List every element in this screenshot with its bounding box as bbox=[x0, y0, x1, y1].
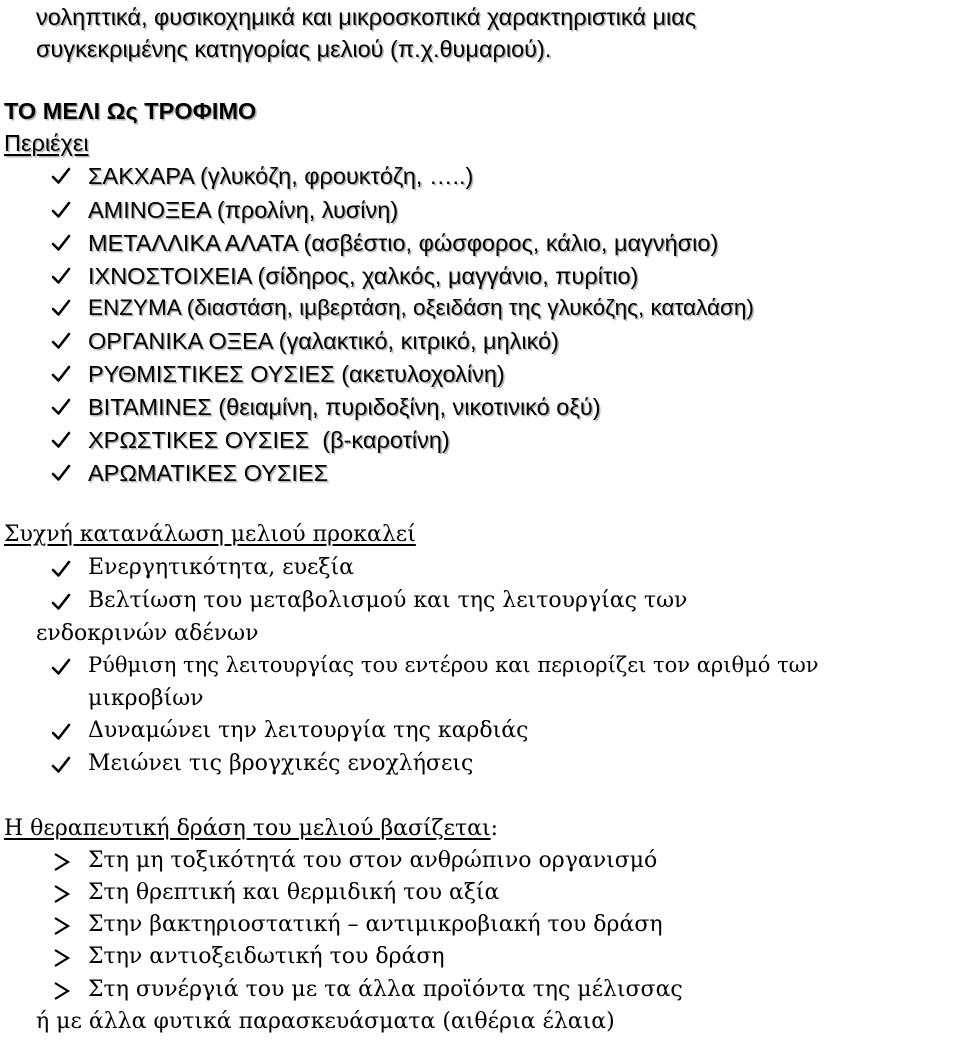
consumption-item-text: Ρύθμιση της λειτουργίας του εντέρου και περιορίζει τον αριθμό των bbox=[88, 653, 819, 677]
consumption-item-text: Ενεργητικότητα, ευεξία bbox=[88, 555, 355, 580]
arrowhead-bullet-icon bbox=[50, 851, 72, 873]
therapeutic-item-text: Στη μη τοξικότητά του στον ανθρώπινο οργανισμό bbox=[88, 848, 658, 873]
therapeutic-footer: ή με άλλα φυτικά παρασκευάσματα (αιθέρια έλαια) bbox=[36, 1009, 615, 1034]
contains-item-text: ΣΑΚΧΑΡΑ (γλυκόζη, φρουκτόζη, …..) bbox=[88, 163, 474, 189]
checkmark-icon bbox=[50, 462, 72, 484]
section-title: ΤΟ ΜΕΛΙ Ως ΤΡΟΦΙΜΟ bbox=[4, 98, 257, 124]
contains-item-text: ΕΝΖΥΜΑ (διαστάση, ιμβερτάση, οξειδάση της γλυκόζης, καταλάση) bbox=[88, 295, 754, 320]
contains-item-text: ΑΡΩΜΑΤΙΚΕΣ ΟΥΣΙΕΣ bbox=[88, 460, 329, 486]
arrowhead-bullet-icon bbox=[50, 947, 72, 969]
contains-heading: Περιέχει bbox=[4, 130, 89, 156]
checkmark-icon bbox=[50, 591, 72, 613]
checkmark-icon bbox=[50, 656, 72, 678]
contains-item-text: ΒΙΤΑΜΙΝΕΣ (θειαμίνη, πυριδοξίνη, νικοτινικό οξύ) bbox=[88, 394, 601, 420]
checkmark-icon bbox=[50, 429, 72, 451]
arrowhead-bullet-icon bbox=[50, 980, 72, 1002]
checkmark-icon bbox=[50, 721, 72, 743]
checkmark-icon bbox=[50, 396, 72, 418]
checkmark-icon bbox=[50, 330, 72, 352]
consumption-heading: Συχνή κατανάλωση μελιού προκαλεί bbox=[4, 522, 416, 547]
therapeutic-item-text: Στην αντιοξειδωτική του δράση bbox=[88, 944, 445, 969]
checkmark-icon bbox=[50, 558, 72, 580]
therapeutic-item-text: Στην βακτηριοστατική – αντιμικροβιακή του δράση bbox=[88, 912, 663, 937]
checkmark-icon bbox=[50, 754, 72, 776]
therapeutic-heading: Η θεραπευτική δράση του μελιού βασίζεται bbox=[4, 816, 491, 841]
contains-item-text: ΑΜΙΝΟΞΕΑ (προλίνη, λυσίνη) bbox=[88, 197, 399, 223]
arrowhead-bullet-icon bbox=[50, 915, 72, 937]
consumption-item-text: Βελτίωση του μεταβολισμού και της λειτουργίας των bbox=[88, 588, 688, 613]
therapeutic-heading-line bbox=[4, 818, 498, 840]
checkmark-icon bbox=[50, 363, 72, 385]
contains-item-text: ΧΡΩΣΤΙΚΕΣ ΟΥΣΙΕΣ (β-καροτίνη) bbox=[88, 427, 450, 453]
arrowhead-bullet-icon bbox=[50, 883, 72, 905]
therapeutic-item-text: Στη συνέργιά του με τα άλλα προϊόντα της μέλισσας bbox=[88, 977, 683, 1002]
therapeutic-item-text: Στη θρεπτική και θερμιδική του αξία bbox=[88, 880, 500, 905]
contains-item-text: ΡΥΘΜΙΣΤΙΚΕΣ ΟΥΣΙΕΣ (ακετυλοχολίνη) bbox=[88, 361, 505, 387]
checkmark-icon bbox=[50, 232, 72, 254]
intro-line-2: συγκεκριμένης κατηγορίας μελιού (π.χ.θυμαριού). bbox=[36, 36, 552, 62]
contains-item-text: ΜΕΤΑΛΛΙΚΑ ΑΛΑΤΑ (ασβέστιο, φώσφορος, κάλιο, μαγνήσιο) bbox=[88, 230, 719, 256]
checkmark-icon bbox=[50, 265, 72, 287]
contains-item-text: ΟΡΓΑΝΙΚΑ ΟΞΕΑ (γαλακτικό, κιτρικό, μηλικό) bbox=[88, 328, 559, 354]
therapeutic-heading-colon: : bbox=[490, 816, 499, 841]
consumption-item-continuation: ενδοκρινών αδένων bbox=[36, 621, 259, 646]
checkmark-icon bbox=[50, 199, 72, 221]
consumption-item-continuation: μικροβίων bbox=[88, 686, 204, 711]
contains-item-text: ΙΧΝΟΣΤΟΙΧΕΙΑ (σίδηρος, χαλκός, μαγγάνιο, πυρίτιο) bbox=[88, 263, 639, 289]
intro-line-1: νοληπτικά, φυσικοχημικά και μικροσκοπικά χαρακτηριστικά μιας bbox=[36, 4, 697, 30]
checkmark-icon bbox=[50, 297, 72, 319]
checkmark-icon bbox=[50, 165, 72, 187]
consumption-item-text: Δυναμώνει την λειτουργία της καρδιάς bbox=[88, 718, 529, 743]
consumption-item-text: Μειώνει τις βρογχικές ενοχλήσεις bbox=[88, 751, 474, 776]
